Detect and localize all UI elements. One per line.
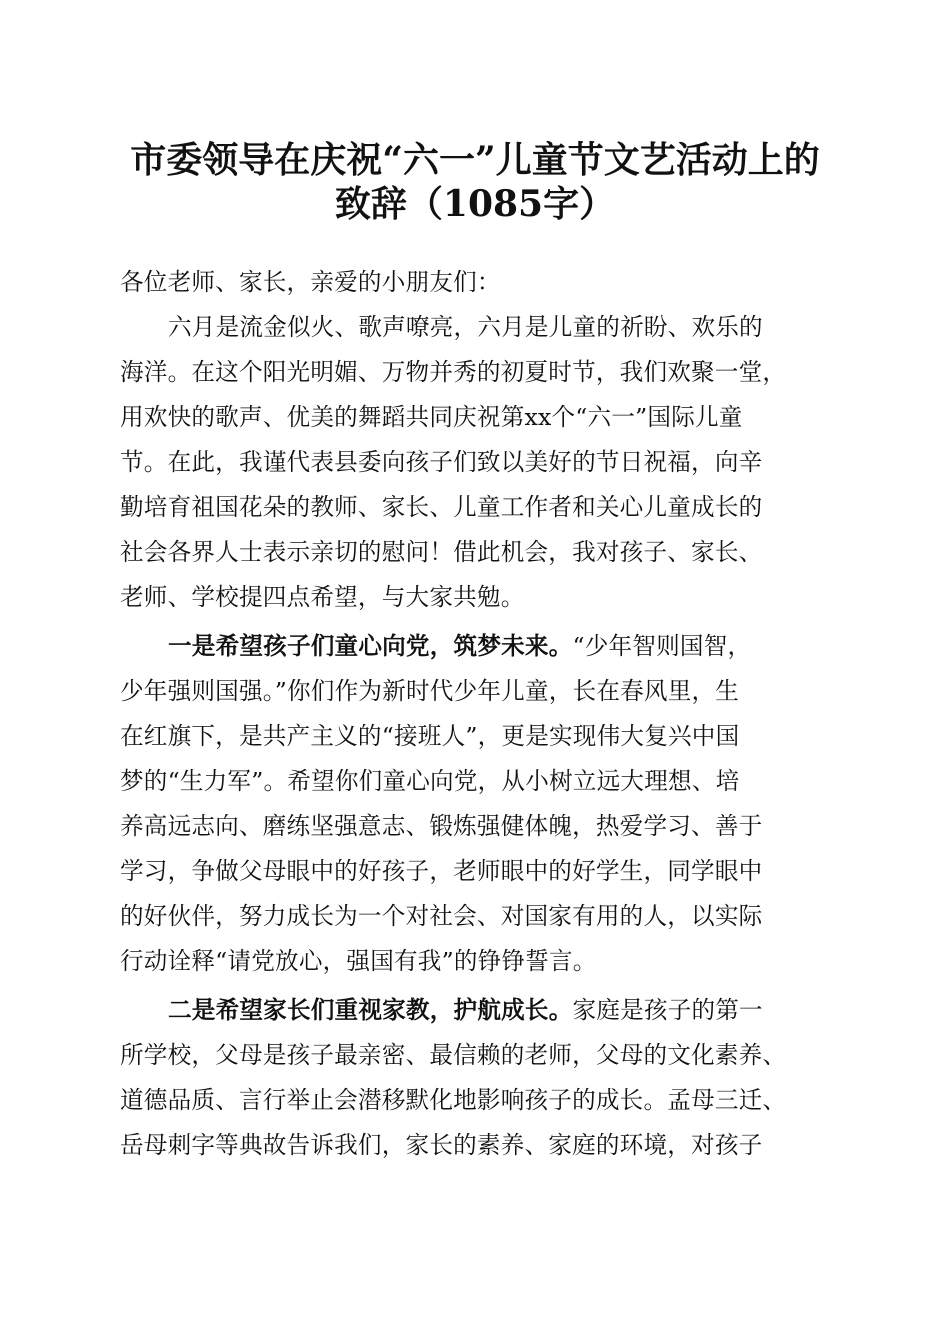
paragraph-line: 道德品质、言行举止会潜移默化地影响孩子的成长。孟母三迁、 — [120, 1086, 787, 1114]
document-title-line-1: 市委领导在庆祝“六一”儿童节文艺活动上的 — [130, 139, 820, 181]
paragraph-3-first-rest: 家庭是孩子的第一 — [572, 996, 763, 1024]
paragraph-line: 岳母刺字等典故告诉我们，家长的素养、家庭的环境，对孩子 — [120, 1131, 763, 1159]
paragraph-line: 养高远志向、磨练坚强意志、锻炼强健体魄，热爱学习、善于 — [120, 812, 763, 840]
paragraph-3 — [120, 988, 832, 1168]
paragraph-line: 勤培育祖国花朵的教师、家长、儿童工作者和关心儿童成长的 — [120, 493, 763, 521]
paragraph-line: 的好伙伴，努力成长为一个对社会、对国家有用的人，以实际 — [120, 902, 763, 930]
paragraph-line: 节。在此，我谨代表县委向孩子们致以美好的节日祝福，向辛 — [120, 448, 763, 476]
paragraph-line: 海洋。在这个阳光明媚、万物并秀的初夏时节，我们欢聚一堂， — [120, 358, 787, 386]
paragraph-2 — [120, 624, 832, 984]
paragraph-line: 梦的“生力军”。希望你们童心向党，从小树立远大理想、培 — [120, 767, 740, 795]
paragraph-1 — [120, 305, 832, 620]
paragraph-2-lead: 一是希望孩子们童心向党，筑梦未来。 — [168, 632, 573, 660]
paragraph-line: 行动诠释“请党放心，强国有我”的铮铮誓言。 — [120, 947, 597, 975]
paragraph-3-lead: 二是希望家长们重视家教，护航成长。 — [168, 996, 573, 1024]
paragraph-line: 老师、学校提四点希望，与大家共勉。 — [120, 583, 525, 611]
salutation: 各位老师、家长，亲爱的小朋友们： — [120, 268, 501, 296]
paragraph-line: 在红旗下，是共产主义的“接班人”，更是实现伟大复兴中国 — [120, 722, 740, 750]
paragraph-line: 六月是流金似火、歌声嘹亮，六月是儿童的祈盼、欢乐的 — [168, 313, 763, 341]
paragraph-line: 少年强则国强。”你们作为新时代少年儿童，长在春风里，生 — [120, 677, 740, 705]
paragraph-2-first-rest: “少年智则国智， — [572, 632, 752, 660]
document-title-line-2: 致辞（1085字） — [334, 183, 616, 225]
paragraph-line: 用欢快的歌声、优美的舞蹈共同庆祝第xx个“六一”国际儿童 — [120, 403, 743, 431]
paragraph-line — [120, 624, 832, 669]
paragraph-line — [120, 988, 832, 1033]
paragraph-line: 社会各界人士表示亲切的慰问！借此机会，我对孩子、家长、 — [120, 538, 763, 566]
paragraph-line: 学习，争做父母眼中的好孩子，老师眼中的好学生，同学眼中 — [120, 857, 763, 885]
paragraph-line: 所学校，父母是孩子最亲密、最信赖的老师，父母的文化素养、 — [120, 1041, 787, 1069]
document-body — [120, 260, 832, 1168]
